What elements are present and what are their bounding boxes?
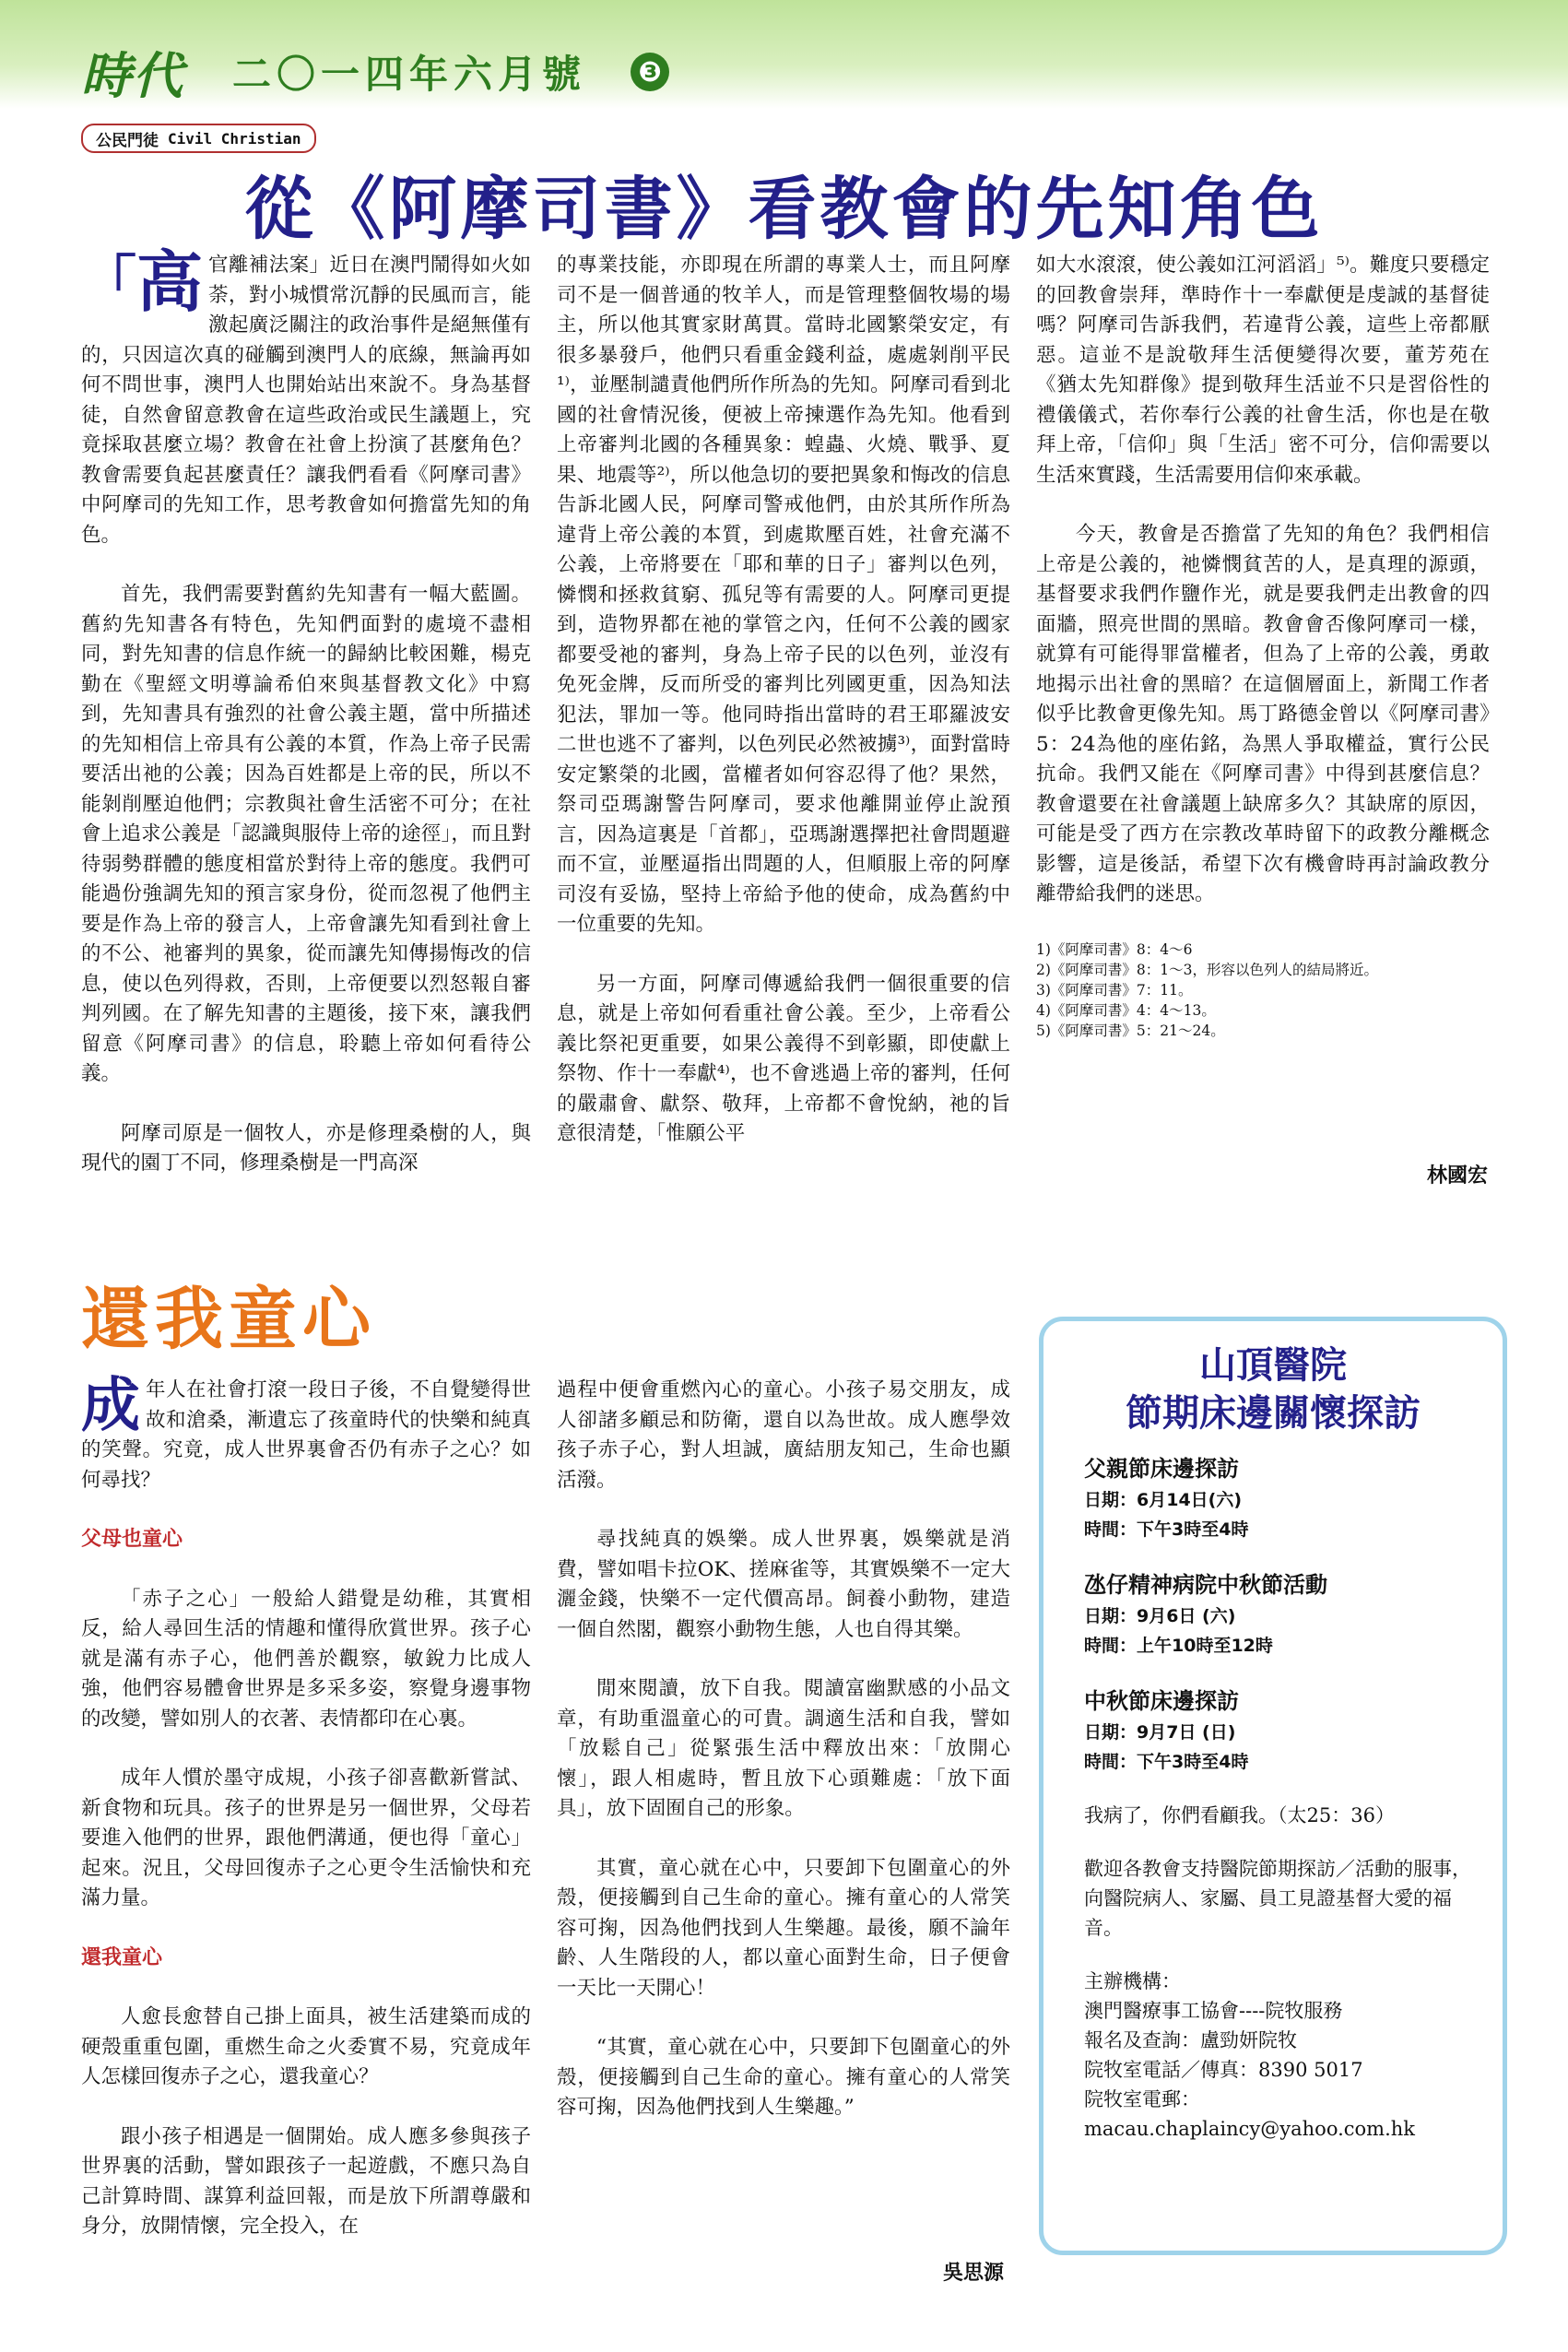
article1-author: 林國宏 bbox=[1427, 1164, 1489, 1188]
contact-phone: 院牧室電話／傳真：8390 5017 bbox=[1084, 2059, 1363, 2081]
footnote: 3)《阿摩司書》7：11。 bbox=[1036, 981, 1193, 999]
article1-paragraph: 首先，我們需要對舊約先知書有一幅大藍圖。舊約先知書各有特色，先知們面對的處境不盡相同，對先知書的信息作統一的歸納比較困難，楊克勤在《聖經文明導論希伯來與基督教文化》中寫到，先知書具有強烈的社會公義主題，當中所描述的先知相信上帝具有公義的本質，作為上帝子民需要活出祂的公義；因為百姓都是上帝的民，所以不能剝削壓迫他們；宗教與社會生活密不可分；在社會上追求公義是「認識與服侍上帝的途徑」，而且對待弱勢群體的態度相當於對待上帝的態度。我們可能過份強調先知的預言家身份，從而忽視了他們主要是作為上帝的發言人，上帝會讓先知看到社會上的不公、祂審判的異象，從而讓先知傳揚悔改的信息，使以色列得救，否則，上帝便要以烈怒報自審判列國。在了解先知書的主題後，接下來，讓我們留意《阿摩司書》的信息，聆聽上帝如何看待公義。 bbox=[81, 583, 531, 1085]
event-time: 時間：上午10時至12時 bbox=[1084, 1636, 1273, 1656]
drop-cap: 「高 bbox=[81, 243, 204, 321]
section-tag-en: Civil Christian bbox=[168, 129, 301, 148]
article2-column-1 bbox=[81, 1372, 531, 2272]
event-date: 日期：9月6日 (六) bbox=[1084, 1606, 1236, 1626]
article-title: 從《阿摩司書》看教會的先知角色 bbox=[244, 170, 1324, 249]
article1-paragraph: 的專業技能，亦即現在所謂的專業人士，而且阿摩司不是一個普通的牧羊人，而是管理整個牧場的場主，所以他其實家財萬貫。當時北國繁榮安定，有很多暴發戶，他們只看重金錢利益，處處剝削平民¹⁾，並壓制譴責他們所作所為的先知。阿摩司看到北國的社會情況後，便被上帝揀選作為先知。他看到上帝審判北國的各種異象：蝗蟲、火燒、戰爭、夏果、地震等²⁾，所以他急切的要把異象和悔改的信息告訴北國人民，阿摩司警戒他們，由於其所作所為違背上帝公義的本質，到處欺壓百姓，社會充滿不公義，上帝將要在「耶和華的日子」審判以色列，憐憫和拯救貧窮、孤兒等有需要的人。阿摩司更提到，造物界都在祂的掌管之內，任何不公義的國家都要受祂的審判，身為上帝子民的以色列，並沒有免死金牌，反而所受的審判比列國更重，因為知法犯法，罪加一等。他同時指出當時的君王耶羅波安二世也逃不了審判，以色列民必然被擄³⁾，面對當時安定繁榮的北國，當權者如何容忍得了他？果然，祭司亞瑪謝警告阿摩司，要求他離開並停止說預言，因為這裏是「首都」，亞瑪謝選擇把社會問題避而不宣，並壓逼指出問題的人，但順服上帝的阿摩司沒有妥協，堅持上帝給予他的使命，成為舊約中一位重要的先知。 bbox=[557, 254, 1010, 936]
article2-paragraph: 「赤子之心」一般給人錯覺是幼稚，其實相反，給人尋回生活的情趣和懂得欣賞世界。孩子心就是滿有赤子心，他們善於觀察，敏銳力比成人強，他們容易體會世界是多采多姿，察覺身邊事物的改變，譬如別人的衣著、表情都印在心裏。 bbox=[81, 1587, 531, 1731]
article2-title: 還我童心 bbox=[81, 1280, 376, 1359]
event-date: 日期：9月7日 (日) bbox=[1084, 1722, 1236, 1743]
article1-paragraph: 「高 官離補法案」近日在澳門鬧得如火如荼，對小城慣常沉靜的民風而言，能激起廣泛關注的政治事件是絕無僅有的，只因這次真的碰觸到澳門人的底線，無論再如何不問世事，澳門人也開始站出來說不。身為基督徒，自然會留意教會在這些政治或民生議題上，究竟採取甚麼立場？教會在社會上扮演了甚麼角色？教會需要負起甚麼責任？讓我們看看《阿摩司書》中阿摩司的先知工作，思考教會如何擔當先知的角色。 bbox=[81, 243, 531, 547]
infobox-title-line: 山頂醫院 bbox=[1199, 1344, 1347, 1387]
issue-date: 二〇一四年六月號 bbox=[232, 52, 587, 97]
article1-column-2 bbox=[557, 251, 1010, 1179]
article1-paragraph: 阿摩司原是一個牧人，亦是修理桑樹的人，與現代的園丁不同，修理桑樹是一門高深 bbox=[81, 1121, 531, 1175]
masthead bbox=[81, 44, 669, 105]
event-item bbox=[1084, 1684, 1480, 1777]
event-name: 中秋節床邊探訪 bbox=[1084, 1688, 1239, 1714]
organizer-label: 主辦機構： bbox=[1084, 1970, 1181, 1992]
article2-column-2 bbox=[557, 1376, 1010, 2153]
event-name: 氹仔精神病院中秋節活動 bbox=[1084, 1572, 1327, 1598]
event-name: 父親節床邊探訪 bbox=[1084, 1456, 1239, 1482]
email-label: 院牧室電郵： bbox=[1084, 2088, 1200, 2110]
article2-paragraph: 跟小孩子相遇是一個開始。成人應多參與孩子世界裏的活動，譬如跟孩子一起遊戲，不應只為自己計算時間、謀算利益回報，而是放下所謂尊嚴和身分，放開情懷，完全投入，在 bbox=[81, 2124, 531, 2238]
article1-paragraph: 如大水滾滾，使公義如江河滔滔」⁵⁾。難度只要穩定的回教會崇拜，準時作十一奉獻便是虔誠的基督徒嗎？阿摩司告訴我們，若違背公義，這些上帝都厭惡。這並不是說敬拜生活便變得次要，董芳苑在《猶太先知群像》提到敬拜生活並不只是習俗性的禮儀儀式，若你奉行公義的社會生活，你也是在敬拜上帝，「信仰」與「生活」密不可分，信仰需要以生活來實踐，生活需要用信仰來承載。 bbox=[1036, 254, 1490, 487]
footnote: 5)《阿摩司書》5：21～24。 bbox=[1036, 1022, 1225, 1039]
drop-cap: 成 bbox=[81, 1372, 140, 1440]
hospital-visit-infobox bbox=[1039, 1317, 1507, 2255]
event-item bbox=[1084, 1452, 1480, 1544]
article2-paragraph: 閒來閱讀，放下自我。閱讀富幽默感的小品文章，有助重溫童心的可貴。調適生活和自我，譬如「放鬆自己」從緊張生活中釋放出來：「放開心懷」，跟人相處時，暫且放下心頭難處：「放下面具」，放下固囿自己的形象。 bbox=[557, 1677, 1010, 1820]
footnote: 1)《阿摩司書》8：4～6 bbox=[1036, 940, 1193, 958]
article2-paragraph: 成年人在社會打滾一段日子後，不自覺變得世故和滄桑，漸遺忘了孩童時代的快樂和純真的笑聲。究竟，成人世界裏會否仍有赤子之心？如何尋找？ bbox=[81, 1372, 531, 1492]
infobox-body bbox=[1084, 1452, 1480, 2144]
bible-verse: 我病了，你們看顧我。（太25：36） bbox=[1084, 1804, 1395, 1826]
page-number: ❸ bbox=[631, 53, 669, 91]
event-date: 日期：6月14日(六) bbox=[1084, 1490, 1243, 1510]
footnote: 4)《阿摩司書》4：4～13。 bbox=[1036, 1001, 1216, 1019]
footnotes bbox=[1036, 940, 1490, 1041]
contact-email[interactable]: macau.chaplaincy@yahoo.com.hk bbox=[1084, 2118, 1416, 2140]
masthead-logo: 時代 bbox=[81, 46, 184, 105]
article2-paragraph: 其實，童心就在心中，只要卸下包圍童心的外殼，便接觸到自己生命的童心。擁有童心的人常笑容可掬，因為他們找到人生樂趣。最後，願不論年齡、人生階段的人，都以童心面對生命，日子便會一天比一天開心！ bbox=[557, 1856, 1010, 2000]
infobox-title bbox=[1043, 1341, 1503, 1437]
article1-paragraph: 另一方面，阿摩司傳遞給我們一個很重要的信息，就是上帝如何看重社會公義。至少，上帝看公義比祭祀更重要，如果公義得不到彰顯，即使獻上祭物、作十一奉獻⁴⁾，也不會逃過上帝的審判，任何的嚴肅會、獻祭、敬拜，上帝都不會悅納，祂的旨意很清楚，「惟願公平 bbox=[557, 972, 1010, 1145]
article2-subheading: 還我童心 bbox=[81, 1945, 163, 1969]
article2-paragraph: 人愈長愈替自己掛上面具，被生活建築而成的硬殼重重包圍，重燃生命之火委實不易，究竟成年人怎樣回復赤子之心，還我童心？ bbox=[81, 2005, 531, 2088]
article2-paragraph: 成年人慣於墨守成規，小孩子卻喜歡新嘗試、新食物和玩具。孩子的世界是另一個世界，父母若要進入他們的世界，跟他們溝通，便也得「童心」起來。況且，父母回復赤子之心更令生活愉快和充滿力量。 bbox=[81, 1767, 531, 1909]
article2-pullquote: “其實，童心就在心中，只要卸下包圍童心的外殼，便接觸到自己生命的童心。擁有童心的人常笑容可掬，因為他們找到人生樂趣。” bbox=[557, 2036, 1010, 2119]
event-time: 時間：下午3時至4時 bbox=[1084, 1519, 1249, 1540]
section-tag bbox=[81, 124, 316, 153]
section-tag-zh: 公民門徒 bbox=[96, 131, 159, 150]
article2-paragraph: 過程中便會重燃內心的童心。小孩子易交朋友，成人卻諸多顧忌和防衛，還自以為世故。成人應學效孩子赤子心，對人坦誠，廣結朋友知己，生命也顯活潑。 bbox=[557, 1378, 1010, 1492]
article1-paragraph: 今天，教會是否擔當了先知的角色？我們相信上帝是公義的，祂憐憫貧苦的人，是真理的源頭，基督要求我們作鹽作光，就是要我們走出教會的四面牆，照亮世間的黑暗。教會會否像阿摩司一樣，就算有可能得罪當權者，但為了上帝的公義，勇敢地揭示出社會的黑暗？在這個層面上，新聞工作者似乎比教會更像先知。馬丁路德金曾以《阿摩司書》5：24為他的座佑銘，為黑人爭取權益，實行公民抗命。我們又能在《阿摩司書》中得到甚麼信息？教會還要在社會議題上缺席多久？其缺席的原因，可能是受了西方在宗教改革時留下的政教分離概念影響，這是後話，希望下次有機會時再討論政教分離帶給我們的迷思。 bbox=[1036, 523, 1490, 905]
organizer-name: 澳門醫療事工協會----院牧服務 bbox=[1084, 2000, 1343, 2022]
article2-paragraph: 尋找純真的娛樂。成人世界裏，娛樂就是消費，譬如唱卡拉OK、搓麻雀等，其實娛樂不一定大灑金錢，快樂不一定代價高昂。飼養小動物，建造一個自然閣，觀察小動物生態，人也自得其樂。 bbox=[557, 1528, 1010, 1641]
infobox-title-line: 節期床邊關懷探訪 bbox=[1126, 1392, 1421, 1435]
article1-column-1 bbox=[81, 243, 531, 1209]
event-item bbox=[1084, 1568, 1480, 1661]
footnote: 2)《阿摩司書》8：1～3，形容以色列人的結局將近。 bbox=[1036, 961, 1378, 978]
invitation-text: 歡迎各教會支持醫院節期探訪／活動的服事，向醫院病人、家屬、員工見證基督大愛的福音。 bbox=[1084, 1858, 1471, 1939]
article2-author: 吳思源 bbox=[943, 2262, 1005, 2285]
article1-column-3 bbox=[1036, 251, 1490, 1041]
contact-person: 報名及查詢：盧勁妍院牧 bbox=[1084, 2029, 1297, 2051]
event-time: 時間：下午3時至4時 bbox=[1084, 1752, 1249, 1772]
article2-subheading: 父母也童心 bbox=[81, 1528, 183, 1551]
